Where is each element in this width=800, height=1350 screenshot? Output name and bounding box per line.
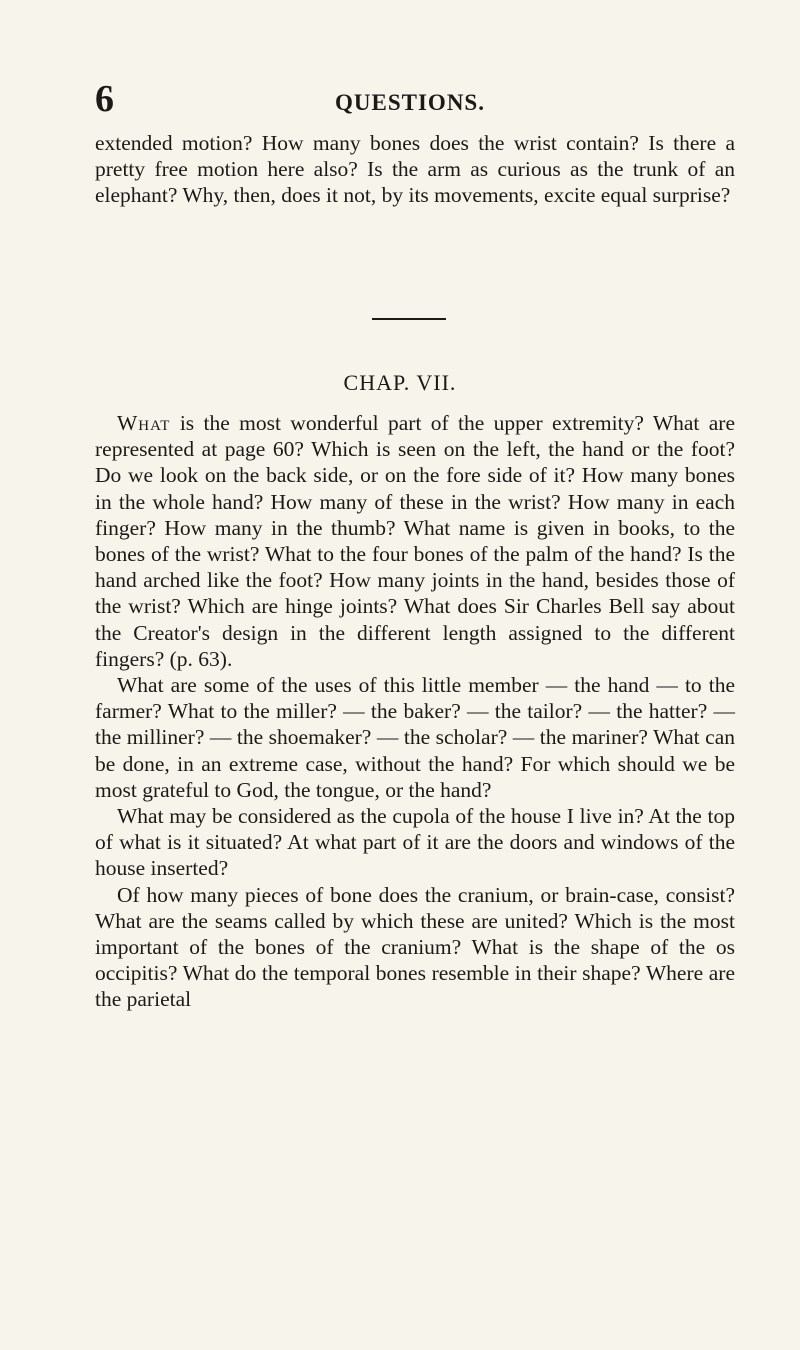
paragraph-1 bbox=[95, 410, 735, 672]
paragraph-2: What are some of the uses of this little member — the hand — to the farmer? What to the miller? — the baker? — the tailor? — the hatter? — the milliner? — the shoemaker? — the scholar? — the mariner? What can be done, in an extreme case, without the hand? For which should we be most grateful to God, the tongue, or the hand? bbox=[95, 673, 735, 802]
chapter-body bbox=[95, 410, 735, 1013]
paragraph-4: Of how many pieces of bone does the cranium, or brain-case, consist? What are the seams called by which these are united? Which is the most important of the bones of the cranium? What is the shape of the os occipitis? What do the temporal bones resemble in their shape? Where are the parietal bbox=[95, 882, 735, 1012]
chapter-heading: CHAP. VII. bbox=[343, 370, 457, 395]
section-divider bbox=[372, 318, 446, 320]
running-head bbox=[95, 80, 735, 130]
continued-paragraph bbox=[95, 130, 735, 209]
page-number: 6 bbox=[95, 78, 114, 120]
running-title: QUESTIONS. bbox=[335, 90, 485, 115]
paragraph-3: What may be considered as the cupola of the house I live in? At the top of what is it situated? At what part of it are the doors and windows of the house inserted? bbox=[95, 804, 735, 881]
lead-word: What bbox=[117, 411, 171, 435]
paragraph-text: is the most wonderful part of the upper extremity? What are represented at page 60? Which is seen on the left, the hand or the foot? Do we look on the back side, or on the fore side of it? How many bones in the whole hand? How many of these in the wrist? How many in each finger? How many in the thumb? What name is given in books, to the bones of the wrist? What to the four bones of the palm of the hand? Is the hand arched like the foot? How many joints in the hand, besides those of the wrist? Which are hinge joints? What does Sir Charles Bell say about the Creator's design in the different length assigned to the different fingers? (p. 63). bbox=[95, 411, 735, 671]
paragraph-text: extended motion? How many bones does the wrist contain? Is there a pretty free motion here also? Is the arm as curious as the trunk of an elephant? Why, then, does it not, by its movements, excite equal surprise? bbox=[95, 131, 735, 208]
